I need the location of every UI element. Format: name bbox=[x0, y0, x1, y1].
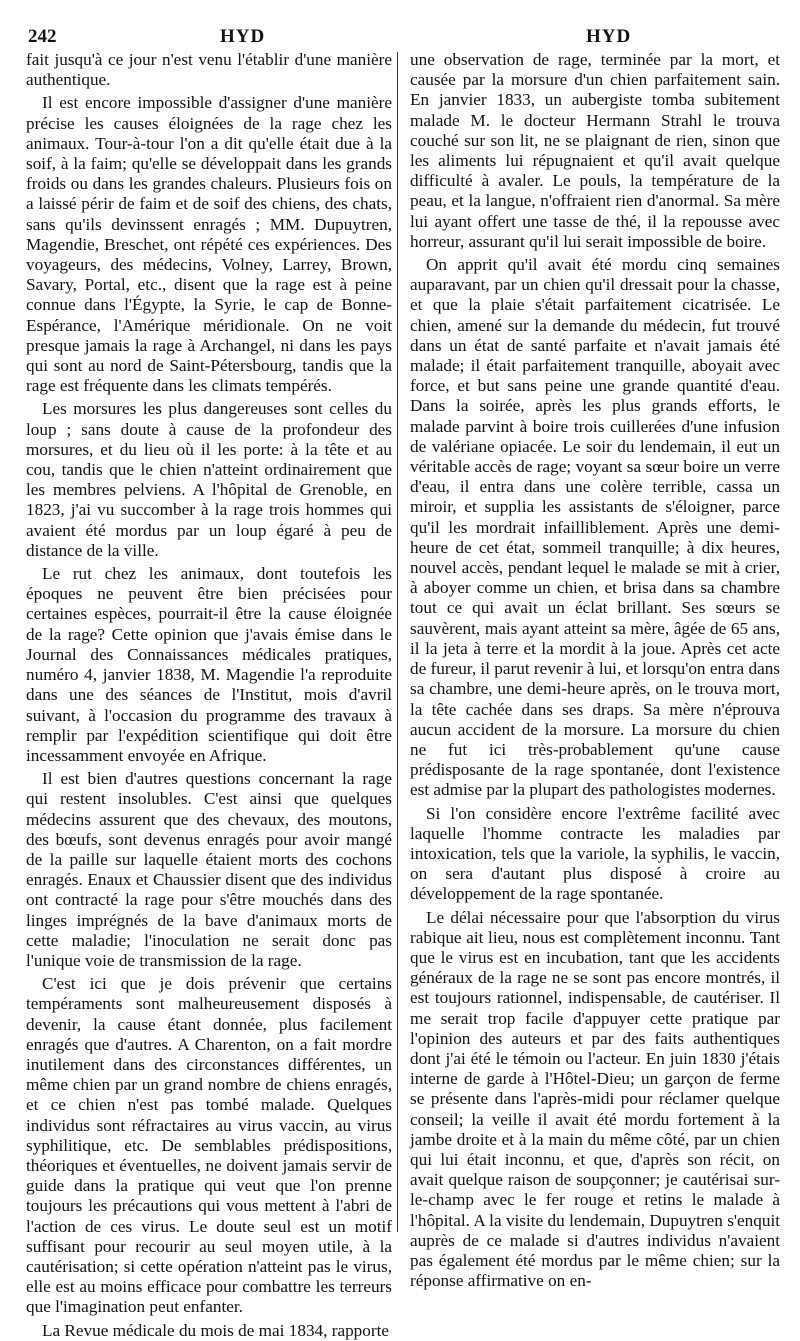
running-head-left: HYD bbox=[220, 26, 266, 47]
paragraph: Le délai nécessaire pour que l'absorption du virus rabique ait lieu, nous est complètement inconnu. Tant que le virus est en incubation, tant que les accidents généraux de la rage ne se sont pas encore montrés, il est toujours rationnel, indispensable, de cautériser. Il me serait trop facile d'appuyer cette pratique par l'opinion des auteurs et par des faits authentiques dont j'ai été le témoin ou l'acteur. En juin 1830 j'étais interne de garde à l'Hôtel-Dieu; un garçon de ferme se présente dans l'après-midi pour réclamer quelque conseil; la veille il avait été mordu fortement à la jambe droite et à la main du même côté, par un chien qui lui était inconnu, et que, d'après son récit, on avait quelque raison de soupçonner; je cautérisai sur-le-champ avec le fer rouge et retins le malade à l'hôpital. A la visite du lendemain, Dupuytren s'enquit auprès de ce malade si d'autres individus n'avaient pas également été mordus par le même chien; sur la réponse affirmative on en- bbox=[410, 907, 780, 1291]
paragraph: Le rut chez les animaux, dont toutefois les époques ne peuvent être bien précisées pour certaines espèces, pourrait-il être la cause éloignée de la rage? Cette opinion que j'avais émise dans le Journal des Connaissances médicales pratiques, numéro 4, janvier 1838, M. Magendie l'a reproduite dans une des séances de l'Institut, mois d'avril suivant, à l'occasion du programme des travaux à remplir par l'expédition scientifique qui doit être incessamment envoyée en Afrique. bbox=[26, 564, 392, 765]
paragraph: une observation de rage, terminée par la mort, et causée par la morsure d'un chien parfaitement sain. En janvier 1833, un aubergiste tomba subitement malade M. le docteur Hermann Strahl le trouva couché sur son lit, ne se plaignant de rien, sinon que les aliments lui répugnaient et qu'il avait quelque difficulté à avaler. Le pouls, la température de la peau, et la langue, n'offraient rien d'anormal. Sa mère lui ayant offert une tasse de thé, il la repousse avec horreur, assurant qu'il lui serait impossible de boire. bbox=[410, 50, 780, 251]
paragraph: Si l'on considère encore l'extrême facilité avec laquelle l'homme contracte les maladies par intoxication, tels que la variole, la syphilis, le vaccin, on sera d'autant plus disposé à croire au développement de la rage spontanée. bbox=[410, 803, 780, 904]
paragraph: C'est ici que je dois prévenir que certains tempéraments sont malheureusement disposés à devenir, la cause étant donnée, plus facilement enragés que d'autres. A Charenton, on a fait mordre inutilement dans des circonstances différentes, un même chien par un grand nombre de chiens enragés, et ce chien n'est pas tombé malade. Quelques individus sont réfractaires au virus vaccin, au virus syphilitique, etc. De semblables prédispositions, théoriques et éventuelles, ne doivent jamais servir de guide dans la pratique qui veut que l'on prenne toujours les précautions qui vous mettent à l'abri de l'action de ces virus. Le doute seul est un motif suffisant pour recourir au seul moyen utile, à la cautérisation; si cette opération n'atteint pas le virus, elle est au moins efficace pour combattre les terreurs que l'imagination peut enfanter. bbox=[26, 974, 392, 1317]
paragraph: La Revue médicale du mois de mai 1834, rapporte bbox=[42, 1320, 389, 1340]
paragraph: Les morsures les plus dangereuses sont celles du loup ; sans doute à cause de la profondeur des morsures, et du lieu où il les porte: à la tête et au cou, tandis que le chien n'atteint ordinairement que les membres pelviens. A l'hôpital de Grenoble, en 1823, j'ai vu succomber à la rage trois hommes qui avaient été mordus par un loup égaré à peu de distance de la ville. bbox=[26, 399, 392, 560]
paragraph: Il est encore impossible d'assigner d'une manière précise les causes éloignées de la rage chez les animaux. Tour-à-tour l'on a dit qu'elle était due à la soif, à la faim; qu'elle se développait dans les grands froids ou dans les grandes chaleurs. Plusieurs fois on a laissé périr de faim et de soif des chiens, des chats, sans qu'ils devinssent enragés ; MM. Dupuytren, Magendie, Breschet, ont répété ces expériences. Des voyageurs, des médecins, Volney, Larrey, Brown, Savary, Portal, etc., disent que la rage est à peine connue dans l'Égypte, la Syrie, le cap de Bonne-Espérance, l'Amérique méridionale. On ne voit presque jamais la rage à Archangel, ni dans les pays qui sont au nord de Saint-Pétersbourg, tandis que la rage est fréquente dans les climats tempérés. bbox=[26, 93, 392, 396]
paragraph: On apprit qu'il avait été mordu cinq semaines auparavant, par un chien qu'il dressait pour la chasse, et que la plaie s'était parfaitement cicatrisée. Le chien, amené sur la demande du médecin, fut trouvé dans un état de santé parfaite et n'avait jamais été malade; il était parfaitement tranquille, aboyait avec force, et but sans peine une grande quantité d'eau. Dans la soirée, après les plus grands efforts, le malade parvint à boire trois cuillerées d'une infusion de valériane opiacée. Le soir du lendemain, il eut un véritable accès de rage; voyant sa sœur boire un verre d'eau, il entra dans une colère terrible, cassa un miroir, et supplia les assistants de s'éloigner, parce qu'il les mordrait infailliblement. Après une demi-heure de cet état, sommeil tranquille; à dix heures, nouvel accès, pendant lequel le malade se mit à crier, à aboyer comme un chien, et brisa dans sa chambre tout ce qui avait un éclat brillant. Ses sœurs se sauvèrent, mais ayant atteint sa mère, âgée de 65 ans, il la jeta à terre et la mordit à la joue. Après cet acte de fureur, il parut revenir à lui, et lorsqu'on entra dans sa chambre, une demi-heure après, on le trouva mort, la tête cachée dans ses draps. Sa mère n'éprouva aucun accident de la morsure. La morsure du chien ne fut ici très-probablement qu'une cause prédisposante de la rage spontanée, dont l'existence est admise par la plupart des pathologistes modernes. bbox=[410, 255, 780, 800]
left-column bbox=[26, 50, 392, 1341]
paragraph: fait jusqu'à ce jour n'est venu l'établir d'une manière authentique. bbox=[26, 50, 392, 90]
running-head-right: HYD bbox=[586, 26, 632, 47]
page-number: 242 bbox=[28, 26, 57, 47]
right-column bbox=[410, 50, 780, 1291]
column-divider bbox=[397, 52, 398, 1232]
paragraph: Il est bien d'autres questions concernant la rage qui restent insolubles. C'est ainsi que quelques médecins assurent que des chevaux, des moutons, des bœufs, sont devenus enragés pour avoir mangé de la paille sur laquelle étaient morts des cochons enragés. Enaux et Chaussier disent que des individus ont contracté la rage pour s'être mouchés dans des linges imprégnés de la bave d'animaux morts de cette maladie; l'inoculation ne serait donc pas l'unique voie de transmission de la rage. bbox=[26, 769, 392, 970]
page-header bbox=[28, 22, 780, 50]
